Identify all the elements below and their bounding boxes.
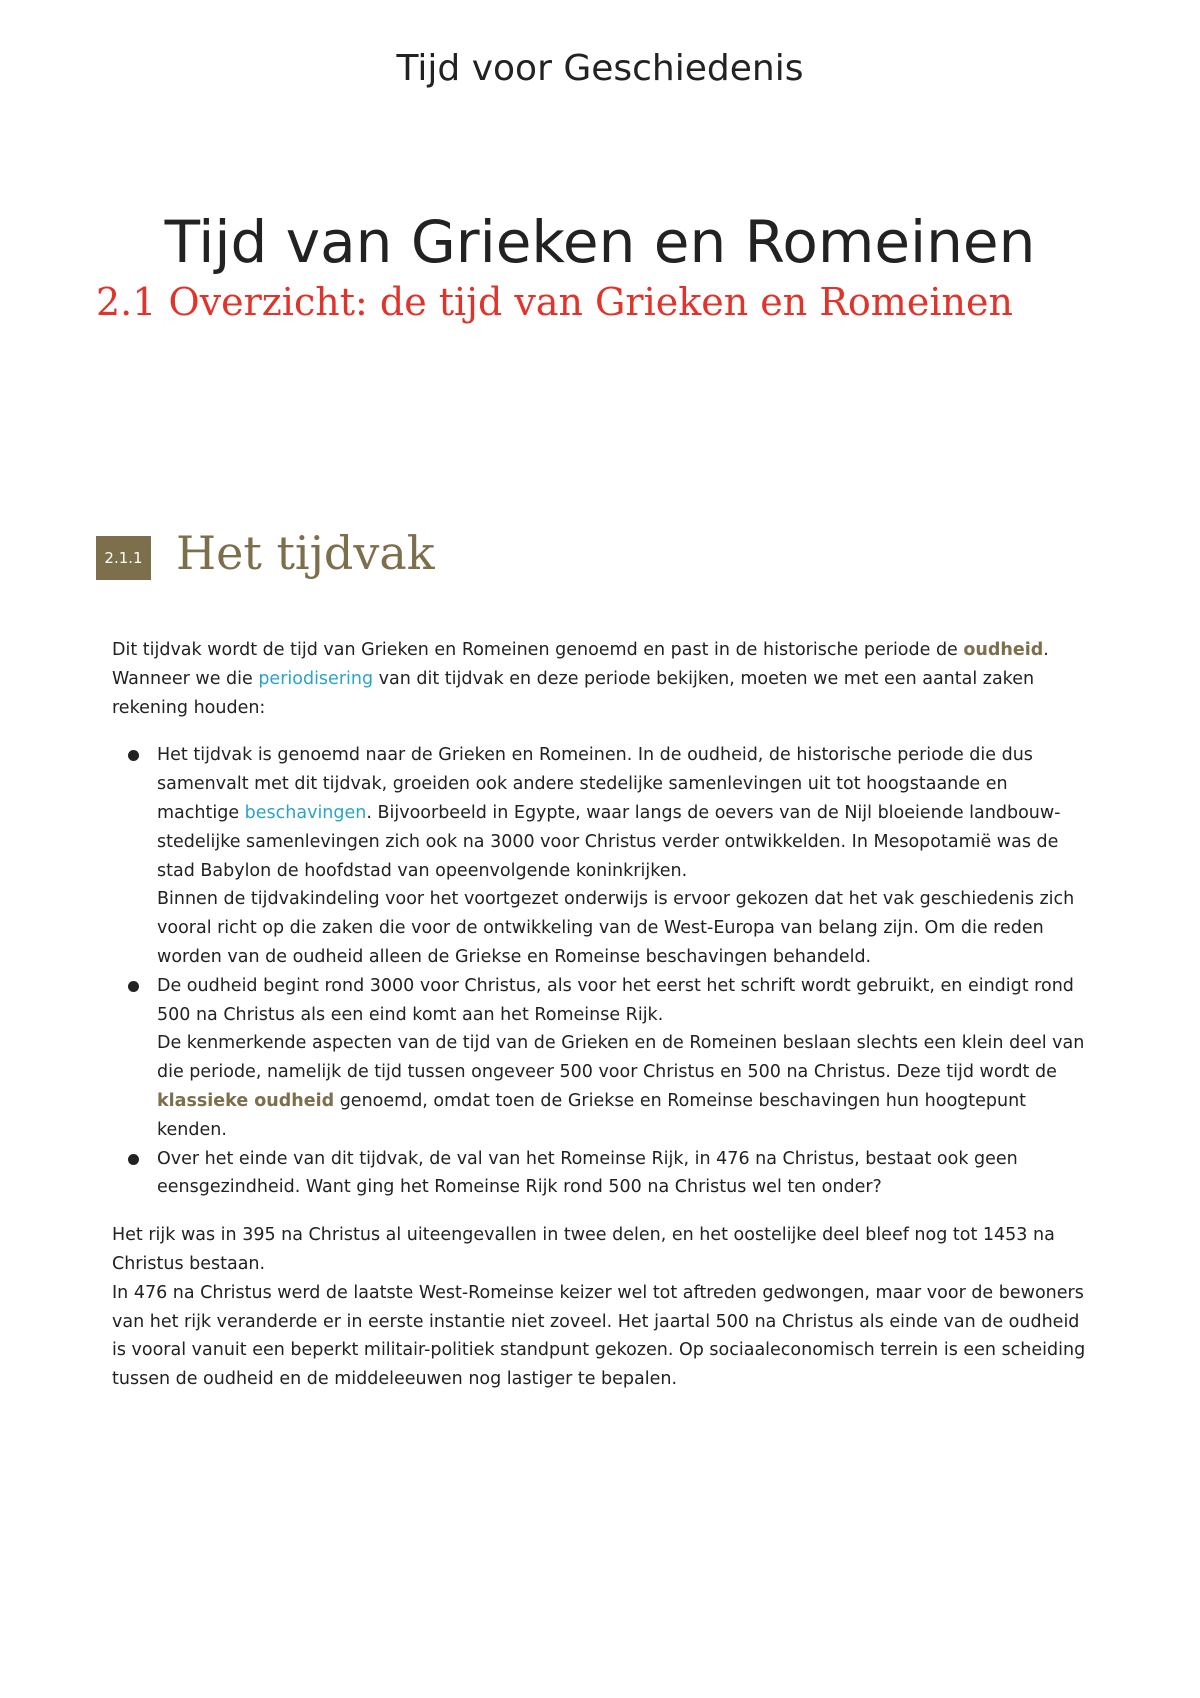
subsection-title: Het tijdvak <box>176 526 435 580</box>
term-oudheid[interactable]: oudheid <box>963 640 1044 660</box>
book-title: Tijd voor Geschiedenis <box>396 48 804 89</box>
list-item <box>157 1145 1092 1203</box>
list-item <box>157 741 1092 971</box>
term-klassieke-oudheid[interactable]: klassieke oudheid <box>157 1090 335 1111</box>
bullet1-text-2: . Bijvoorbeeld in Egypte, waar langs de oevers van de Nijl bloeiende landbouw-stedelijke samenlevingen zich ook na 3000 voor Christus verder ontwikkelden. In Mesopotamië was de stad Babylon de hoofdstad van opeenvolgende koninkrijken. <box>157 802 1061 881</box>
closing-paragraph-1: Het rijk was in 395 na Christus al uiteengevallen in twee delen, en het oostelijke deel bleef nog tot 1453 na Christus bestaan. <box>112 1225 1055 1274</box>
body-content <box>112 636 1092 1394</box>
bullet2-text-1: De oudheid begint rond 3000 voor Christus, als voor het eerst het schrift wordt gebruikt, en eindigt rond 500 na Christus als een eind komt aan het Romeinse Rijk. <box>157 975 1074 1025</box>
link-beschavingen[interactable]: beschavingen <box>244 802 367 823</box>
link-periodisering[interactable]: periodisering <box>258 668 374 689</box>
subsection-number-badge: 2.1.1 <box>96 536 151 580</box>
intro-text-2: . Wanneer we die <box>112 640 1049 689</box>
bullet-icon <box>128 1154 139 1165</box>
bullet-icon <box>128 750 139 761</box>
intro-text-3: van dit tijdvak en deze periode bekijken, moeten we met een aantal zaken rekening houden: <box>112 668 1035 718</box>
bullet1-text-3: Binnen de tijdvakindeling voor het voortgezet onderwijs is ervoor gekozen dat het vak geschiedenis zich vooral richt op die zaken die voor de ontwikkeling van de West-Europa van belang zijn. Om die reden worden van de oudheid alleen de Griekse en Romeinse beschavingen behandeld. <box>157 889 1075 967</box>
bullet2-text-2: De kenmerkende aspecten van de tijd van de Grieken en de Romeinen beslaan slechts een klein deel van die periode, namelijk de tijd tussen ongeveer 500 voor Christus en 500 na Christus. Deze tijd wordt de <box>157 1033 1085 1083</box>
intro-paragraph <box>112 636 1092 722</box>
closing-paragraph-2: In 476 na Christus werd de laatste West-Romeinse keizer wel tot aftreden gedwongen, maar voor de bewoners van het rijk veranderde er in eerste instantie niet zoveel. Het jaartal 500 na Christus als einde van de oudheid is vooral vanuit een beperkt militair-politiek standpunt gekozen. Op sociaaleconomisch terrein is een scheiding tussen de oudheid en de middeleeuwen nog lastiger te bepalen. <box>112 1282 1086 1390</box>
bullet-icon <box>128 981 139 992</box>
list-item <box>157 972 1092 1145</box>
bullet3-text: Over het einde van dit tijdvak, de val van het Romeinse Rijk, in 476 na Christus, bestaat ook geen eensgezindheid. Want ging het Romeinse Rijk rond 500 na Christus wel ten onder? <box>157 1148 1018 1198</box>
intro-text-1: Dit tijdvak wordt de tijd van Grieken en Romeinen genoemd en past in de historische periode de <box>112 640 964 660</box>
bullet1-text-1: Het tijdvak is genoemd naar de Grieken en Romeinen. In de oudheid, de historische periode die dus samenvalt met dit tijdvak, groeiden ook andere stedelijke samenlevingen uit tot hoogstaande en machtige <box>157 745 1033 823</box>
chapter-title: Tijd van Grieken en Romeinen <box>164 208 1036 276</box>
bullet2-text-3: genoemd, omdat toen de Griekse en Romeinse beschavingen hun hoogtepunt kenden. <box>157 1090 1027 1140</box>
bullet-list <box>112 741 1092 1202</box>
section-title: 2.1 Overzicht: de tijd van Grieken en Romeinen <box>96 280 1013 324</box>
